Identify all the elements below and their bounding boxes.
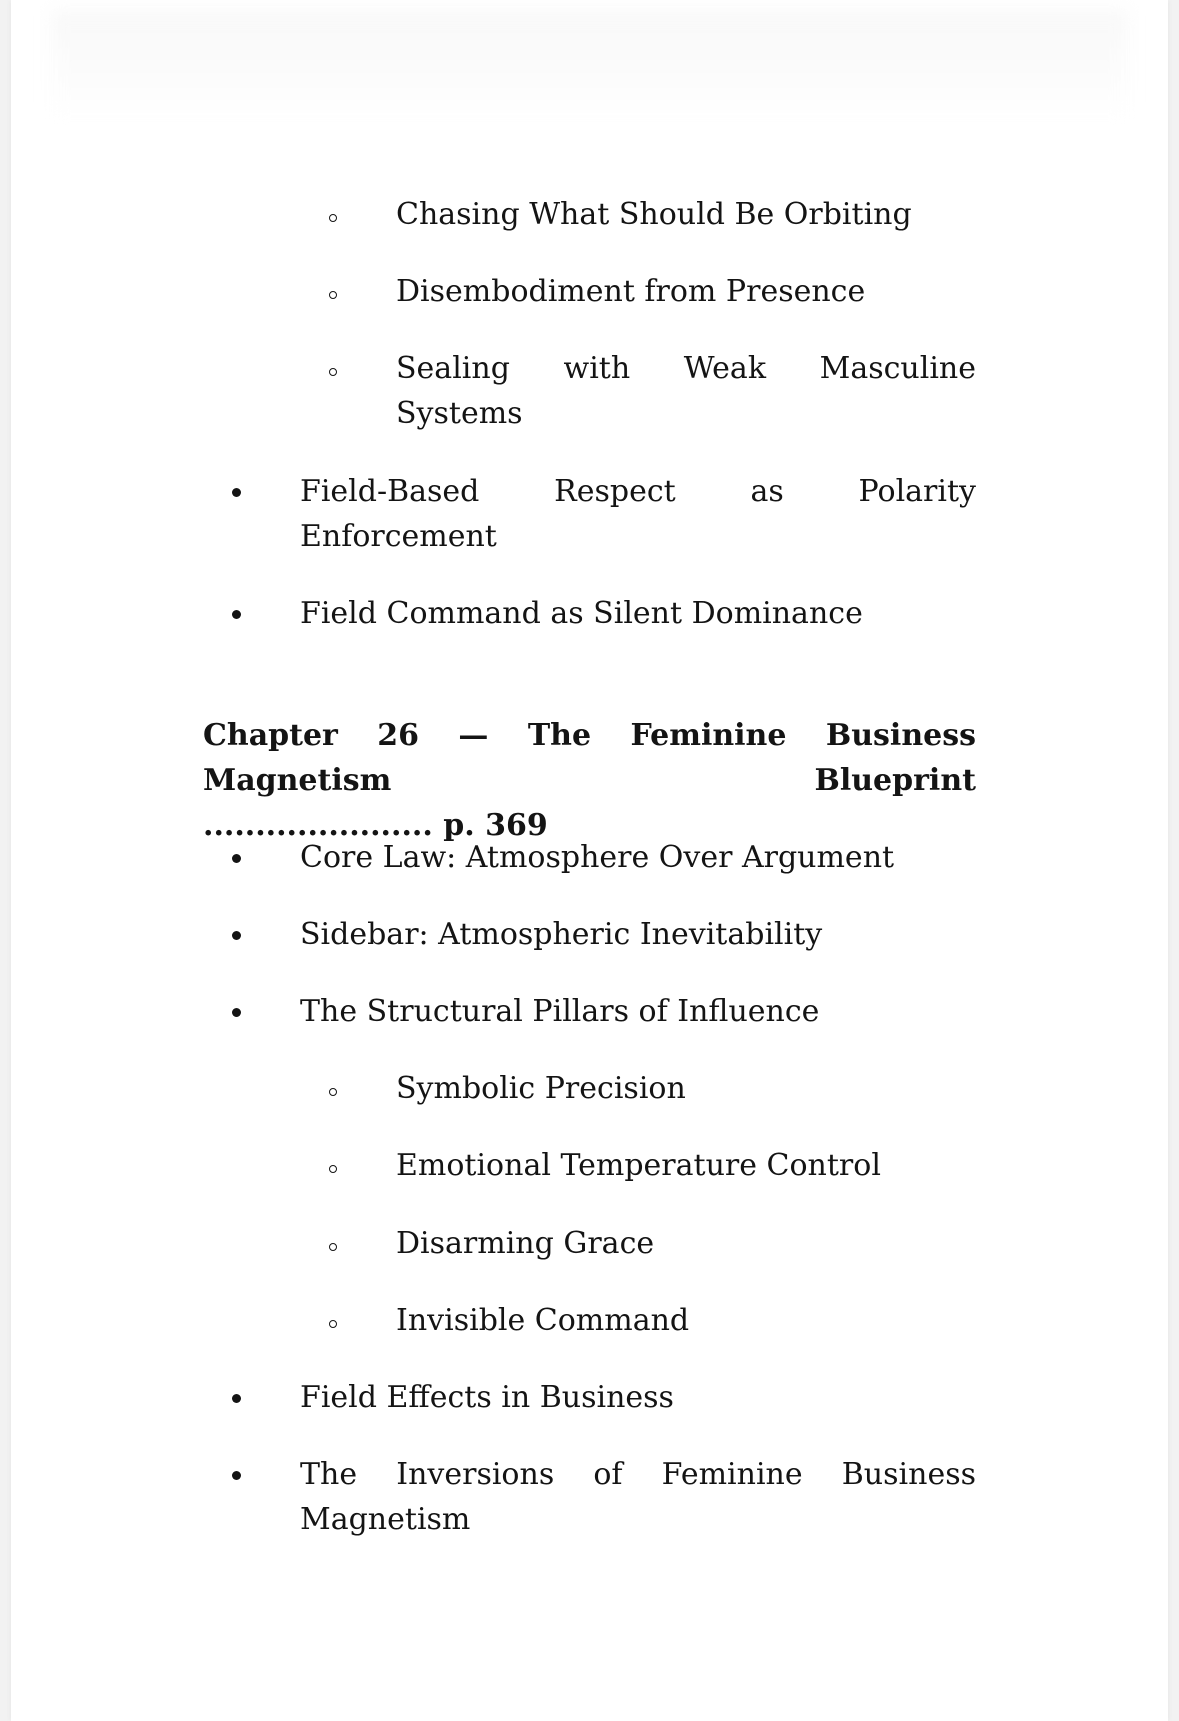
toc-item: Core Law: Atmosphere Over Argument (300, 840, 895, 875)
sub-bullet-icon (329, 214, 337, 222)
sub-bullet-icon (329, 291, 337, 299)
toc-item: Field Effects in Business (300, 1380, 674, 1415)
chapter-page-number: p. 369 (443, 808, 548, 843)
sub-bullet-icon (329, 1243, 337, 1251)
toc-subitem: Disembodiment from Presence (396, 274, 866, 309)
toc-subitem: Symbolic Precision (396, 1071, 686, 1106)
chapter-heading (203, 713, 976, 848)
bullet-icon (232, 1471, 241, 1480)
toc-subitem: Invisible Command (396, 1303, 690, 1338)
sub-bullet-icon (329, 1165, 337, 1173)
toc-item: Field-Based Respect as Polarity Enforcement (300, 474, 976, 554)
page-shadow-band (51, 10, 1128, 120)
toc-subitem: Sealing with Weak Masculine Systems (396, 351, 976, 431)
chapter-label: Chapter 26 — The Feminine Business Magnetism Blueprint (203, 718, 976, 798)
bullet-icon (232, 610, 241, 619)
sub-bullet-icon (329, 368, 337, 376)
toc-subitem: Chasing What Should Be Orbiting (396, 197, 912, 232)
sub-bullet-icon (329, 1320, 337, 1328)
toc-item: Sidebar: Atmospheric Inevitability (300, 917, 823, 952)
bullet-icon (232, 1394, 241, 1403)
toc-item: The Structural Pillars of Influence (300, 994, 820, 1029)
bullet-icon (232, 1008, 241, 1017)
toc-item: The Inversions of Feminine Business Magnetism (300, 1457, 976, 1537)
toc-subitem: Disarming Grace (396, 1226, 655, 1261)
bullet-icon (232, 488, 241, 497)
toc-item: Field Command as Silent Dominance (300, 596, 863, 631)
sub-bullet-icon (329, 1088, 337, 1096)
toc-subitem: Emotional Temperature Control (396, 1148, 881, 1183)
bullet-icon (232, 854, 241, 863)
bullet-icon (232, 931, 241, 940)
chapter-leader-dots: ...................... (203, 808, 433, 843)
